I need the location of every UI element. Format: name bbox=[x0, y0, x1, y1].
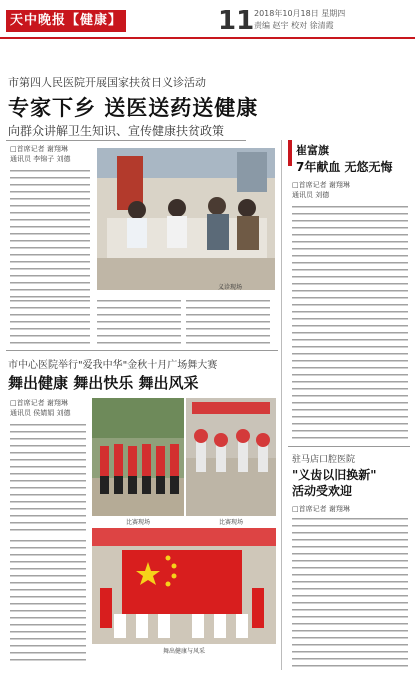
divider bbox=[6, 140, 246, 141]
dateline-editors: 责编 赵宇 校对 徐清霞 bbox=[254, 21, 334, 30]
right2-title-line1: "义齿以旧换新" bbox=[292, 468, 377, 482]
article1-title: 专家下乡 送医送药送健康 bbox=[8, 96, 259, 120]
column-divider bbox=[281, 140, 282, 670]
article1-photo-caption: 义诊现场 bbox=[217, 284, 242, 291]
right1-body bbox=[292, 206, 408, 442]
masthead-rule bbox=[0, 37, 415, 39]
article2-title: 舞出健康 舞出快乐 舞出风采 bbox=[8, 374, 199, 392]
article1-kicker: 市第四人民医院开展国家扶贫日义诊活动 bbox=[8, 76, 206, 89]
article2-photo-1-caption: 比赛现场 bbox=[125, 519, 150, 526]
article1-body-col2 bbox=[97, 300, 181, 346]
article2-photo-3-caption: 舞出健康与风采 bbox=[162, 648, 205, 655]
article2-photo-3 bbox=[92, 528, 276, 644]
article2-body-col1b bbox=[10, 540, 86, 666]
article1-photo bbox=[97, 148, 275, 290]
article2-kicker: 市中心医院举行"爱我中华"金秋十月广场舞大赛 bbox=[8, 360, 218, 371]
divider bbox=[288, 446, 410, 447]
article1-body-col3 bbox=[186, 300, 270, 346]
right2-title-line2: 活动受欢迎 bbox=[292, 484, 353, 498]
right2-body bbox=[292, 518, 408, 668]
right1-byline: □首席记者 谢翔琳 通讯员 刘德 bbox=[292, 181, 350, 199]
page-number: 11 bbox=[218, 6, 255, 36]
newspaper-logo: 天中晚报【健康】 bbox=[6, 10, 126, 32]
article2-body-col1 bbox=[10, 424, 86, 534]
article2-byline: □首席记者 谢翔琳 通讯员 侯婧娟 刘德 bbox=[10, 399, 71, 417]
right1-accent-bar bbox=[288, 140, 292, 166]
article2-photo-2-caption: 比赛现场 bbox=[218, 519, 243, 526]
article1-subtitle: 向群众讲解卫生知识、宣传健康扶贫政策 bbox=[8, 124, 225, 138]
right2-byline: □首席记者 谢翔琳 bbox=[292, 505, 350, 513]
article1-byline: □首席记者 谢翔琳 通讯员 李锦子 刘德 bbox=[10, 145, 71, 163]
right2-kicker: 驻马店口腔医院 bbox=[292, 455, 356, 465]
article2-photo-1 bbox=[92, 398, 184, 516]
dateline bbox=[254, 8, 345, 32]
article1-body-col1 bbox=[10, 170, 90, 298]
article2-photo-2 bbox=[186, 398, 276, 516]
right1-title-line1: 崔富旗 bbox=[296, 144, 329, 157]
right1-title-line2: 7年献血 无悠无悔 bbox=[296, 160, 393, 174]
article1-body-col1b bbox=[10, 300, 90, 346]
divider bbox=[6, 350, 278, 351]
dateline-date: 2018年10月18日 星期四 bbox=[254, 9, 346, 18]
